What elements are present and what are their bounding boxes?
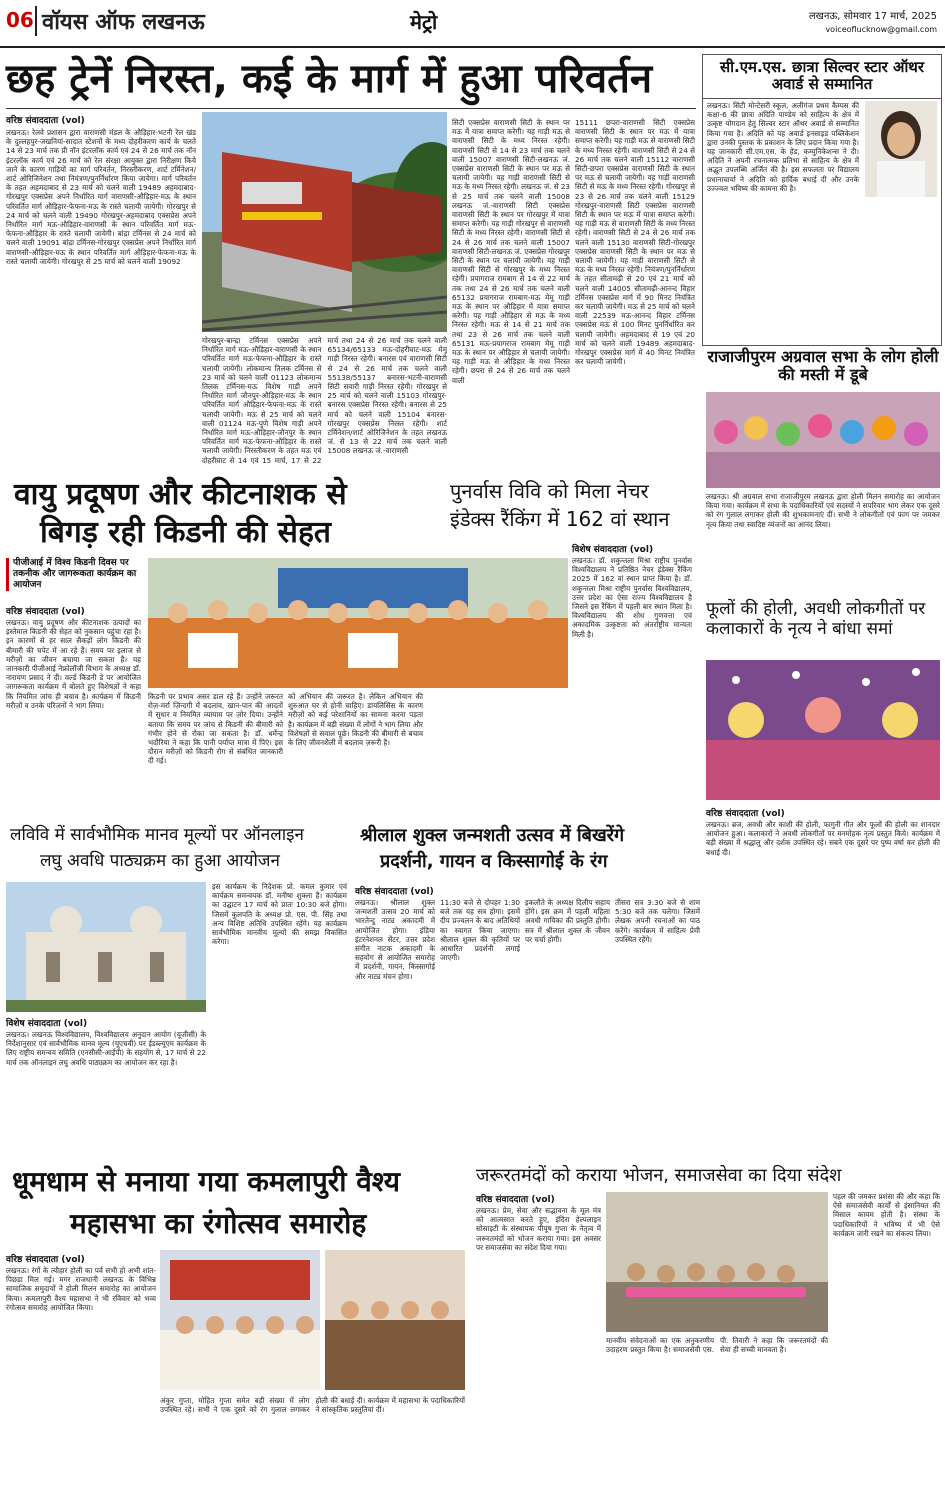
- food-col2: मानवीय संवेदनाओं का एक अनुकरणीय उदाहरण प्रस्तुत किया है। समाजसेवी एस. पी. तिवारी ने कहा कि जरूरतमंदों की सेवा ही सच्ची मानवता है।: [606, 1336, 828, 1355]
- kamlapuri-photo: [160, 1250, 320, 1390]
- train-photo: [202, 112, 447, 332]
- kidney-body: लखनऊ। वायु प्रदूषण और कीटनाशक उत्पादों का इस्तेमाल किडनी की सेहत को नुकसान पहुंचा रहा है। इन कारणों से हर साल सैकड़ों लोग किडनी की बीमारी की चपेट में आ रहे हैं। समय पर इलाज से मरीज़ों का जीवन बचाया जा सकता है। यह जानकारी पीजीआई नेफ्रोलॉजी विभाग के अध्यक्ष डॉ. नारायण प्रसाद ने दी। वर्ल्ड किडनी डे पर आयोजित जागरूकता कार्यक्रम में बोलते हुए विशेषज्ञों ने कहा कि नियमित जांच ही बचाव है। कार्यक्रम में किडनी मरीज़ों व उनके परिजनों ने भाग लिया।: [6, 618, 141, 710]
- story-trains-col3: 15111 छपरा-वाराणसी सिटी एक्सप्रेस वाराणसी सिटी के स्थान पर मऊ में यात्रा समाप्त करेगी। यह गाड़ी मऊ से वाराणसी सिटी के मध्य निरस्त रहेगी। वाराणसी सिटी से 24 से 26 मार्च तक चलने वाली 15112 वाराणसी सिटी-छपरा एक्सप्रेस वाराणसी सिटी के स्थान पर मऊ से चलायी जायेगी। यह गाड़ी वाराणसी सिटी से मऊ के मध्य निरस्त रहेगी। गोरखपुर से 23 से 26 मार्च तक चलने वाली 15129 गोरखपुर-वाराणसी सिटी एक्सप्रेस वाराणसी सिटी के स्थान पर मऊ में यात्रा समाप्त करेगी। यह गाड़ी मऊ से वाराणसी सिटी के मध्य निरस्त रहेगी। वाराणसी सिटी से 24 से 26 मार्च तक चलने वाली 15130 वाराणसी सिटी-गोरखपुर एक्सप्रेस वाराणसी सिटी के स्थान पर मऊ से चलायी जायेगी। यह गाड़ी वाराणसी सिटी से मऊ के मध्य निरस्त रहेगी। नियंत्रण/पुनर्निर्धारण के तहत सीतामढ़ी से 20 एवं 21 मार्च को चलने वाली 14005 सीतामढ़ी-आनन्द विहार टर्मिनस एक्सप्रेस मार्ग में 90 मिनट नियंत्रित कर चलायी जायेगी। मऊ से 25 मार्च को चलने वाली 22539 मऊ-आनन्द विहार टर्मिनस एक्सप्रेस मऊ से 100 मिनट पुनर्निर्धारित कर चलायी जायेगी। अहमदाबाद से 19 एवं 20 मार्च को चलने वाली 19489 अहमदाबाद-गोरखपुर एक्सप्रेस मार्ग में 40 मिनट नियंत्रित कर चलायी जायेगी।: [575, 118, 695, 367]
- kamlapuri-col2: अंकुर गुप्ता, मोहित गुप्ता समेत बड़ी संख्या में लोग उपस्थित रहे। सभी ने एक दूसरे को रंग गुलाल लगाकर होली की बधाई दी। कार्यक्रम में महासभा के पदाधिकारियों ने सांस्कृतिक प्रस्तुतियां दीं।: [160, 1396, 465, 1415]
- kidney-col3: को अभियान की जरूरत है। लेकिन अभियान की शुरुआत घर से होनी चाहिए। डायलिसिस के कारण मरीज़ों को कई परेशानियों का सामना करना पड़ता है। कार्यक्रम में बड़ी संख्या में लोगों ने भाग लिया और विशेषज्ञों से सवाल पूछे। किडनी की बीमारी से बचाव के लिए जीवनशैली में बदलाव ज़रूरी है।: [288, 692, 423, 748]
- shukla-col2: 11:30 बजे से दोपहर 1:30 बजे तक यह सत्र होगा। इसमें दीप प्रज्वलन के बाद अतिथियों का स्वागत किया जाएगा। श्रीलाल शुक्ल की कृतियों पर आधारित प्रदर्शनी लगाई जाएगी।: [440, 898, 520, 963]
- online-course-headline-1: लविवि में सार्वभौमिक मानव मूल्यों पर ऑनलाइन: [10, 825, 304, 845]
- online-course-col2: इस कार्यक्रम के निदेशक प्रो. कमल कुमार एवं कार्यक्रम समन्वयक डॉ. मनीषा शुक्ला हैं। कार्यक्रम का उद्घाटन 17 मार्च को प्रातः 10:30 बजे होगा। जिसमें कुलपति के अध्यक्ष प्रो. एस. पी. सिंह तथा अन्य विशिष्ट अतिथि उपस्थित रहेंगे। यह कार्यक्रम सार्वभौमिक मानवीय मूल्यों की समझ विकसित करेगा।: [212, 882, 347, 947]
- award-headline: सी.एम.एस. छात्रा सिल्वर स्टार ऑथर अवार्ड से सम्मानित: [703, 55, 941, 99]
- award-body: लखनऊ। सिटी मोन्टेसरी स्कूल, अलीगंज प्रथम कैम्पस की कक्षा-6 की छात्रा अदिति पाण्डेय को साहित्य के क्षेत्र में उत्कृष्ट योगदान हेतु सिल्वर स्टार ऑथर अवार्ड से सम्मानित किया गया है। अदिति को यह अवार्ड इनसाइड पब्लिकेशन द्वारा उनकी पुस्तक के प्रकाशन के लिए प्रदान किया गया है। यह जानकारी सी.एम.एस. के हेड, कम्युनिकेशन्स ने दी। अदिति ने अपनी रचनात्मक प्रतिभा से साहित्य के क्षेत्र में अद्भुत उपलब्धि अर्जित की है। इस सफलता पर विद्यालय प्रधानाचार्या ने अदिति को हार्दिक बधाई दी और उनके उज्ज्वल भविष्य की कामना की है।: [707, 101, 859, 193]
- kidney-headline-2: बिगड़ रही किडनी की सेहत: [40, 515, 331, 550]
- kidney-headline-1: वायु प्रदूषण और कीटनाशक से: [14, 477, 347, 512]
- divider: [6, 108, 696, 109]
- flower-holi-photo: [706, 660, 940, 800]
- contact-email: voiceoflucknow@gmail.com: [825, 25, 937, 34]
- ranking-headline-2: इंडेक्स रैंकिंग में 162 वां स्थान: [450, 507, 670, 531]
- shukla-headline-1: श्रीलाल शुक्ल जन्मशती उत्सव में बिखरेंगे: [360, 825, 625, 846]
- food-photo: [606, 1192, 828, 1332]
- story-trains-col2: सिटी एक्सप्रेस वाराणसी सिटी के स्थान पर मऊ में यात्रा समाप्त करेगी। यह गाड़ी मऊ से वाराणसी सिटी के मध्य निरस्त रहेगी। वाराणसी सिटी से 14 से 23 मार्च तक चलने वाली 15007 वाराणसी सिटी-लखनऊ जं. एक्सप्रेस वाराणसी सिटी के स्थान पर मऊ से चलायी जायेगी। यह गाड़ी वाराणसी सिटी से मऊ के मध्य निरस्त रहेगी। लखनऊ जं. से 23 से 25 मार्च तक चलने वाली 15008 लखनऊ जं.-वाराणसी सिटी एक्सप्रेस वाराणसी सिटी के स्थान पर गोरखपुर में यात्रा समाप्त करेगी। यह गाड़ी गोरखपुर से वाराणसी सिटी के मध्य निरस्त रहेगी। वाराणसी सिटी से 24 से 26 मार्च तक चलने वाली 15007 वाराणसी सिटी-लखनऊ जं. एक्सप्रेस गोरखपुर सिटी के स्थान पर चलायी जायेगी। यह गाड़ी वाराणसी सिटी से गोरखपुर के मध्य निरस्त रहेगी। प्रयागराज रामबाग से 14 से 22 मार्च तक तथा 24 से 26 मार्च तक चलने वाली 65132 प्रयागराज रामबाग-मऊ मेमू गाड़ी मऊ के स्थान पर औड़िहार में यात्रा समाप्त करेगी। यह गाड़ी औड़िहार से मऊ के मध्य निरस्त रहेगी। मऊ से 14 से 21 मार्च तक तथा 23 से 26 मार्च तक चलने वाली 65131 मऊ-प्रयागराज रामबाग मेमू गाड़ी मऊ के स्थान पर औड़िहार से चलायी जायेगी। यह गाड़ी मऊ से औड़िहार के मध्य निरस्त रहेगी। छपरा से 24 से 26 मार्च तक चलने वाली: [452, 118, 570, 385]
- award-box: [702, 54, 942, 346]
- ranking-byline: विशेष संवाददाता (vol): [572, 545, 654, 555]
- holi-sabha-photo: [706, 392, 940, 488]
- publication-name: वॉयस ऑफ लखनऊ: [42, 10, 205, 35]
- story-trains-body: लखनऊ। रेलवे प्रशासन द्वारा वाराणसी मंडल के औड़िहार-भटनी रेल खंड के दुल्लहपुर-जखनियां-सादात स्टेशनों के मध्य दोहरीकरण कार्य के चलते 14 से 23 मार्च तक प्री नॉन इंटरलॉक कार्य एवं 24 से 26 मार्च तक नॉन इंटरलॉक कार्य एवं 26 मार्च को रेल संरक्षा आयुक्त द्वारा निरीक्षण किये जाने के कारण गाड़ियों का मार्ग परिवर्तन, निरस्तीकरण, शार्ट टर्मिनेशन/शार्ट ओरिजिनेशन तथा नियंत्रण/पुनर्निर्धारण किया जायेगा। मार्ग परिवर्तन के तहत अहमदाबाद से 23 मार्च को चलने वाली 19489 अहमदाबाद-गोरखपुर एक्सप्रेस अपने निर्धारित मार्ग वाराणसी-औड़िहार-मऊ के स्थान परिवर्तित मार्ग औड़िहार-फेफना-मऊ के रास्ते चलायी जायेगी। गोरखपुर से 24 मार्च को चलने वाली 19490 गोरखपुर-अहमदाबाद एक्सप्रेस अपने निर्धारित मार्ग मऊ-औड़िहार-वाराणसी के स्थान परिवर्तित मार्ग मऊ-फेफना-औड़िहार के रास्ते चलायी जायेगी। बांद्रा टर्मिनस से 24 मार्च को चलने वाली 19091 बांद्रा टर्मिनस-गोरखपुर एक्सप्रेस अपने निर्धारित मार्ग वाराणसी-औड़िहार-मऊ के स्थान परिवर्तित मार्ग औड़िहार-फेफना-मऊ के रास्ते चलायी जायेगी। गोरखपुर से 25 मार्च को चलने वाली 19092: [6, 128, 196, 266]
- section-title: मेट्रो: [410, 10, 438, 34]
- kamlapuri-headline-1: धूमधाम से मनाया गया कमलापुरी वैश्य: [12, 1165, 400, 1198]
- issue-date: लखनऊ, सोमवार 17 मार्च, 2025: [808, 11, 937, 22]
- food-byline: वरिष्ठ संवाददाता (vol): [476, 1195, 555, 1205]
- kidney-byline: वरिष्ठ संवाददाता (vol): [6, 607, 85, 617]
- shukla-col3: इकलौते के अध्यक्ष दिलीप सहाय होंगे। इस क्रम में पहली महिला अवधी गायिका की प्रस्तुति होगी। सत्र में श्रीलाल शुक्ल के जीवन पर चर्चा होगी।: [525, 898, 610, 944]
- page-number: 06: [6, 8, 34, 32]
- shukla-body: लखनऊ। श्रीलाल शुक्ल जन्मशती उत्सव 20 मार्च को भारतेन्दु नाट्य अकादमी में आयोजित होगा। इंडिया इंटरनेशनल सेंटर, उत्तर प्रदेश संगीत नाटक अकादमी के सहयोग से आयोजित समारोह में प्रदर्शनी, गायन, किस्सागोई और नाट्य मंचन होगा।: [355, 898, 435, 981]
- story-trains-headline: छह ट्रेनें निरस्त, कई के मार्ग में हुआ परिवर्तन: [6, 56, 653, 102]
- shukla-col4: तीसरा सत्र 3:30 बजे से शाम 5:30 बजे तक चलेगा। जिसमें लेखक अपनी रचनाओं का पाठ करेंगे। कार्यक्रम में साहित्य प्रेमी उपस्थित रहेंगे।: [615, 898, 700, 944]
- university-photo: [6, 882, 206, 1012]
- shukla-headline-2: प्रदर्शनी, गायन व किस्सागोई के रंग: [380, 851, 608, 872]
- online-course-byline: विशेष संवाददाता (vol): [6, 1019, 88, 1029]
- ranking-body: लखनऊ। डॉ. शकुन्तला मिश्रा राष्ट्रीय पुनर्वास विश्वविद्यालय ने प्रतिष्ठित नेचर इंडेक्स रैंकिंग 2025 में 162 वां स्थान प्राप्त किया है। डॉ. शकुन्तला मिश्रा राष्ट्रीय पुनर्वास विश्वविद्यालय, उत्तर प्रदेश का ऐसा राज्य विश्वविद्यालय है जिसने इस रैंकिंग में पहली बार स्थान मिला है। विश्वविद्यालय की शोध गुणवत्ता एवं अकादमिक उत्कृष्टता को अंतर्राष्ट्रीय मान्यता मिली है।: [572, 556, 692, 639]
- kidney-kicker: पीजीआई में विश्व किडनी दिवस पर तकनीक और जागरूकता कार्यक्रम का आयोजन: [6, 558, 148, 591]
- masthead-divider: [35, 6, 37, 36]
- story-trains-byline: वरिष्ठ संवाददाता (vol): [6, 116, 85, 126]
- dateline: [809, 10, 937, 36]
- food-body: लखनऊ। प्रेम, सेवा और सद्भावना के मूल मंत्र को आत्मसात करते हुए, इंदिरा हेल्पलाइन सोसाइटी के संस्थापक पीयूष गुप्ता के नेतृत्व में जरूरतमंदों को भोजन कराया गया। इस अवसर पर समाजसेवा का संदेश दिया गया।: [476, 1206, 601, 1252]
- student-photo: [865, 101, 937, 197]
- flower-holi-headline: फूलों की होली, अवधी लोकगीतों पर कलाकारों के नृत्य ने बांधा समां: [706, 599, 926, 639]
- kidney-event-photo: [148, 558, 568, 688]
- flower-holi-byline: वरिष्ठ संवाददाता (vol): [706, 809, 785, 819]
- kidney-col2: किडनी पर प्रभाव असर डाल रहे हैं। उन्होंने जरूरत रोज़-मर्रा ज़िन्दगी में बदलाव, खान-पान की आदतों में सुधार व नियमित व्यायाम पर ज़ोर दिया। उन्होंने बताया कि समय पर जांच से किडनी की बीमारी को गंभीर होने से रोका जा सकता है। डॉ. धर्मेन्द्र भदौरिया ने कहा कि पानी पर्याप्त मात्रा में पिएं। इस दौरान मरीज़ों को किडनी रोग से संबंधित जानकारी दी गई।: [148, 692, 283, 766]
- online-course-headline-2: लघु अवधि पाठ्यक्रम का हुआ आयोजन: [40, 851, 280, 871]
- ranking-headline-1: पुनर्वास विवि को मिला नेचर: [450, 479, 649, 503]
- flower-holi-body: लखनऊ। ब्रज, अवधी और काशी की होली, फागुनी गीत और फूलों की होली का शानदार आयोजन हुआ। कलाकारों ने अवधी लोकगीतों पर मनमोहक नृत्य प्रस्तुत किये। कार्यक्रम में बड़ी संख्या में श्रद्धालु और दर्शक उपस्थित रहे। सबने एक दूसरे पर पुष्प वर्षा कर होली की बधाई दी।: [706, 820, 940, 857]
- kamlapuri-byline: वरिष्ठ संवाददाता (vol): [6, 1255, 85, 1265]
- holi-sabha-body: लखनऊ। श्री अग्रवाल सभा राजाजीपुरम लखनऊ द्वारा होली मिलन समारोह का आयोजन किया गया। कार्यक्रम में सभा के पदाधिकारियों एवं सदस्यों ने सपरिवार भाग लेकर एक दूसरे को रंग गुलाल लगाकर होली की शुभकामनाएं दीं। सभी ने लोकगीतों एवं फाग पर जमकर नृत्य किया तथा स्वादिष्ट व्यंजनों का आनंद लिया।: [706, 492, 940, 529]
- kamlapuri-photo-2: [325, 1250, 465, 1390]
- kamlapuri-body: लखनऊ। रंगों के त्यौहार होली का पर्व सभी हो अभी शांत-पिछड़ा मिल गई। मगर राजधानी लखनऊ के विभिन्न सामाजिक समुदायों ने होली मिलन समारोह का आयोजन किया। कमलापुरी वैश्य महासभा ने भी रविवार को भव्य रंगोत्सव समारोह आयोजित किया।: [6, 1266, 156, 1312]
- food-col3: पहल की जमकर प्रशंसा की और कहा कि ऐसे समाजसेवी कार्यों से इंसानियत की मिसाल कायम होती है। संस्था के पदाधिकारियों ने भविष्य में भी ऐसे कार्यक्रम जारी रखने का संकल्प लिया।: [833, 1192, 940, 1238]
- holi-sabha-headline: राजाजीपुरम अग्रवाल सभा के लोग होली की मस्ती में डूबे: [707, 347, 939, 385]
- food-headline: जरूरतमंदों को कराया भोजन, समाजसेवा का दिया संदेश: [476, 1165, 842, 1186]
- masthead: [0, 0, 945, 48]
- online-course-body: लखनऊ। लखनऊ विश्वविद्यालय, विश्वविद्यालय अनुदान आयोग (यूजीसी) के निर्देशानुसार एवं सार्वभौमिक मानव मूल्य (यूएचवी) पर ईडब्ल्यूएम कार्यक्रम के लिए राष्ट्रीय समन्वय समिति (एनसीसी-आईपी) के सहयोग से, 17 मार्च से 22 मार्च तक ऑनलाइन लघु अवधि पाठ्यक्रम का आयोजन कर रहा है।: [6, 1030, 206, 1067]
- story-trains-below-photo: गोरखपुर-बान्द्रा टर्मिनस एक्सप्रेस अपने निर्धारित मार्ग मऊ-औड़िहार-वाराणसी के स्थान परिवर्तित मार्ग मऊ-फेफना-औड़िहार के रास्ते चलायी जायेगी। लोकमान्य तिलक टर्मिनस से 23 मार्च को चलने वाली 01123 लोकमान्य तिलक टर्मिनस-मऊ विशेष गाड़ी अपने निर्धारित मार्ग जौनपुर-औड़िहार-मऊ के स्थान परिवर्तित मार्ग औड़िहार-फेफना-मऊ के रास्ते चलायी जायेगी। मऊ से 25 मार्च को चलने वाली 01124 मऊ-पुणे विशेष गाड़ी अपने निर्धारित मार्ग मऊ-औड़िहार-जौनपुर के स्थान परिवर्तित मार्ग मऊ-फेफना-औड़िहार के रास्ते चलायी जायेगी। निरस्तीकरण के तहत मऊ एवं दोहरीघाट से 14 एवं 15 मार्च, 17 से 22 मार्च तथा 24 से 26 मार्च तक चलने वाली 65134/65133 मऊ-दोहरीघाट-मऊ मेमू गाड़ी निरस्त रहेगी। बनारस एवं वाराणसी सिटी से 24 से 26 मार्च तक चलने वाली 55138/55137 बनारस-भटनी-वाराणसी सिटी सवारी गाड़ी निरस्त रहेगी। गोरखपुर से 25 मार्च को चलने वाली 15103 गोरखपुर-बनारस एक्सप्रेस निरस्त रहेगी। बनारस से 25 मार्च को चलने वाली 15104 बनारस-गोरखपुर एक्सप्रेस निरस्त रहेगी। शार्ट टर्मिनेशन/शार्ट ओरिजिनेशन के तहत लखनऊ जं. से 13 से 22 मार्च तक चलने वाली 15008 लखनऊ जं.-वाराणसी: [202, 336, 447, 465]
- shukla-byline: वरिष्ठ संवाददाता (vol): [355, 887, 434, 897]
- kamlapuri-headline-2: महासभा का रंगोत्सव समारोह: [70, 1207, 367, 1240]
